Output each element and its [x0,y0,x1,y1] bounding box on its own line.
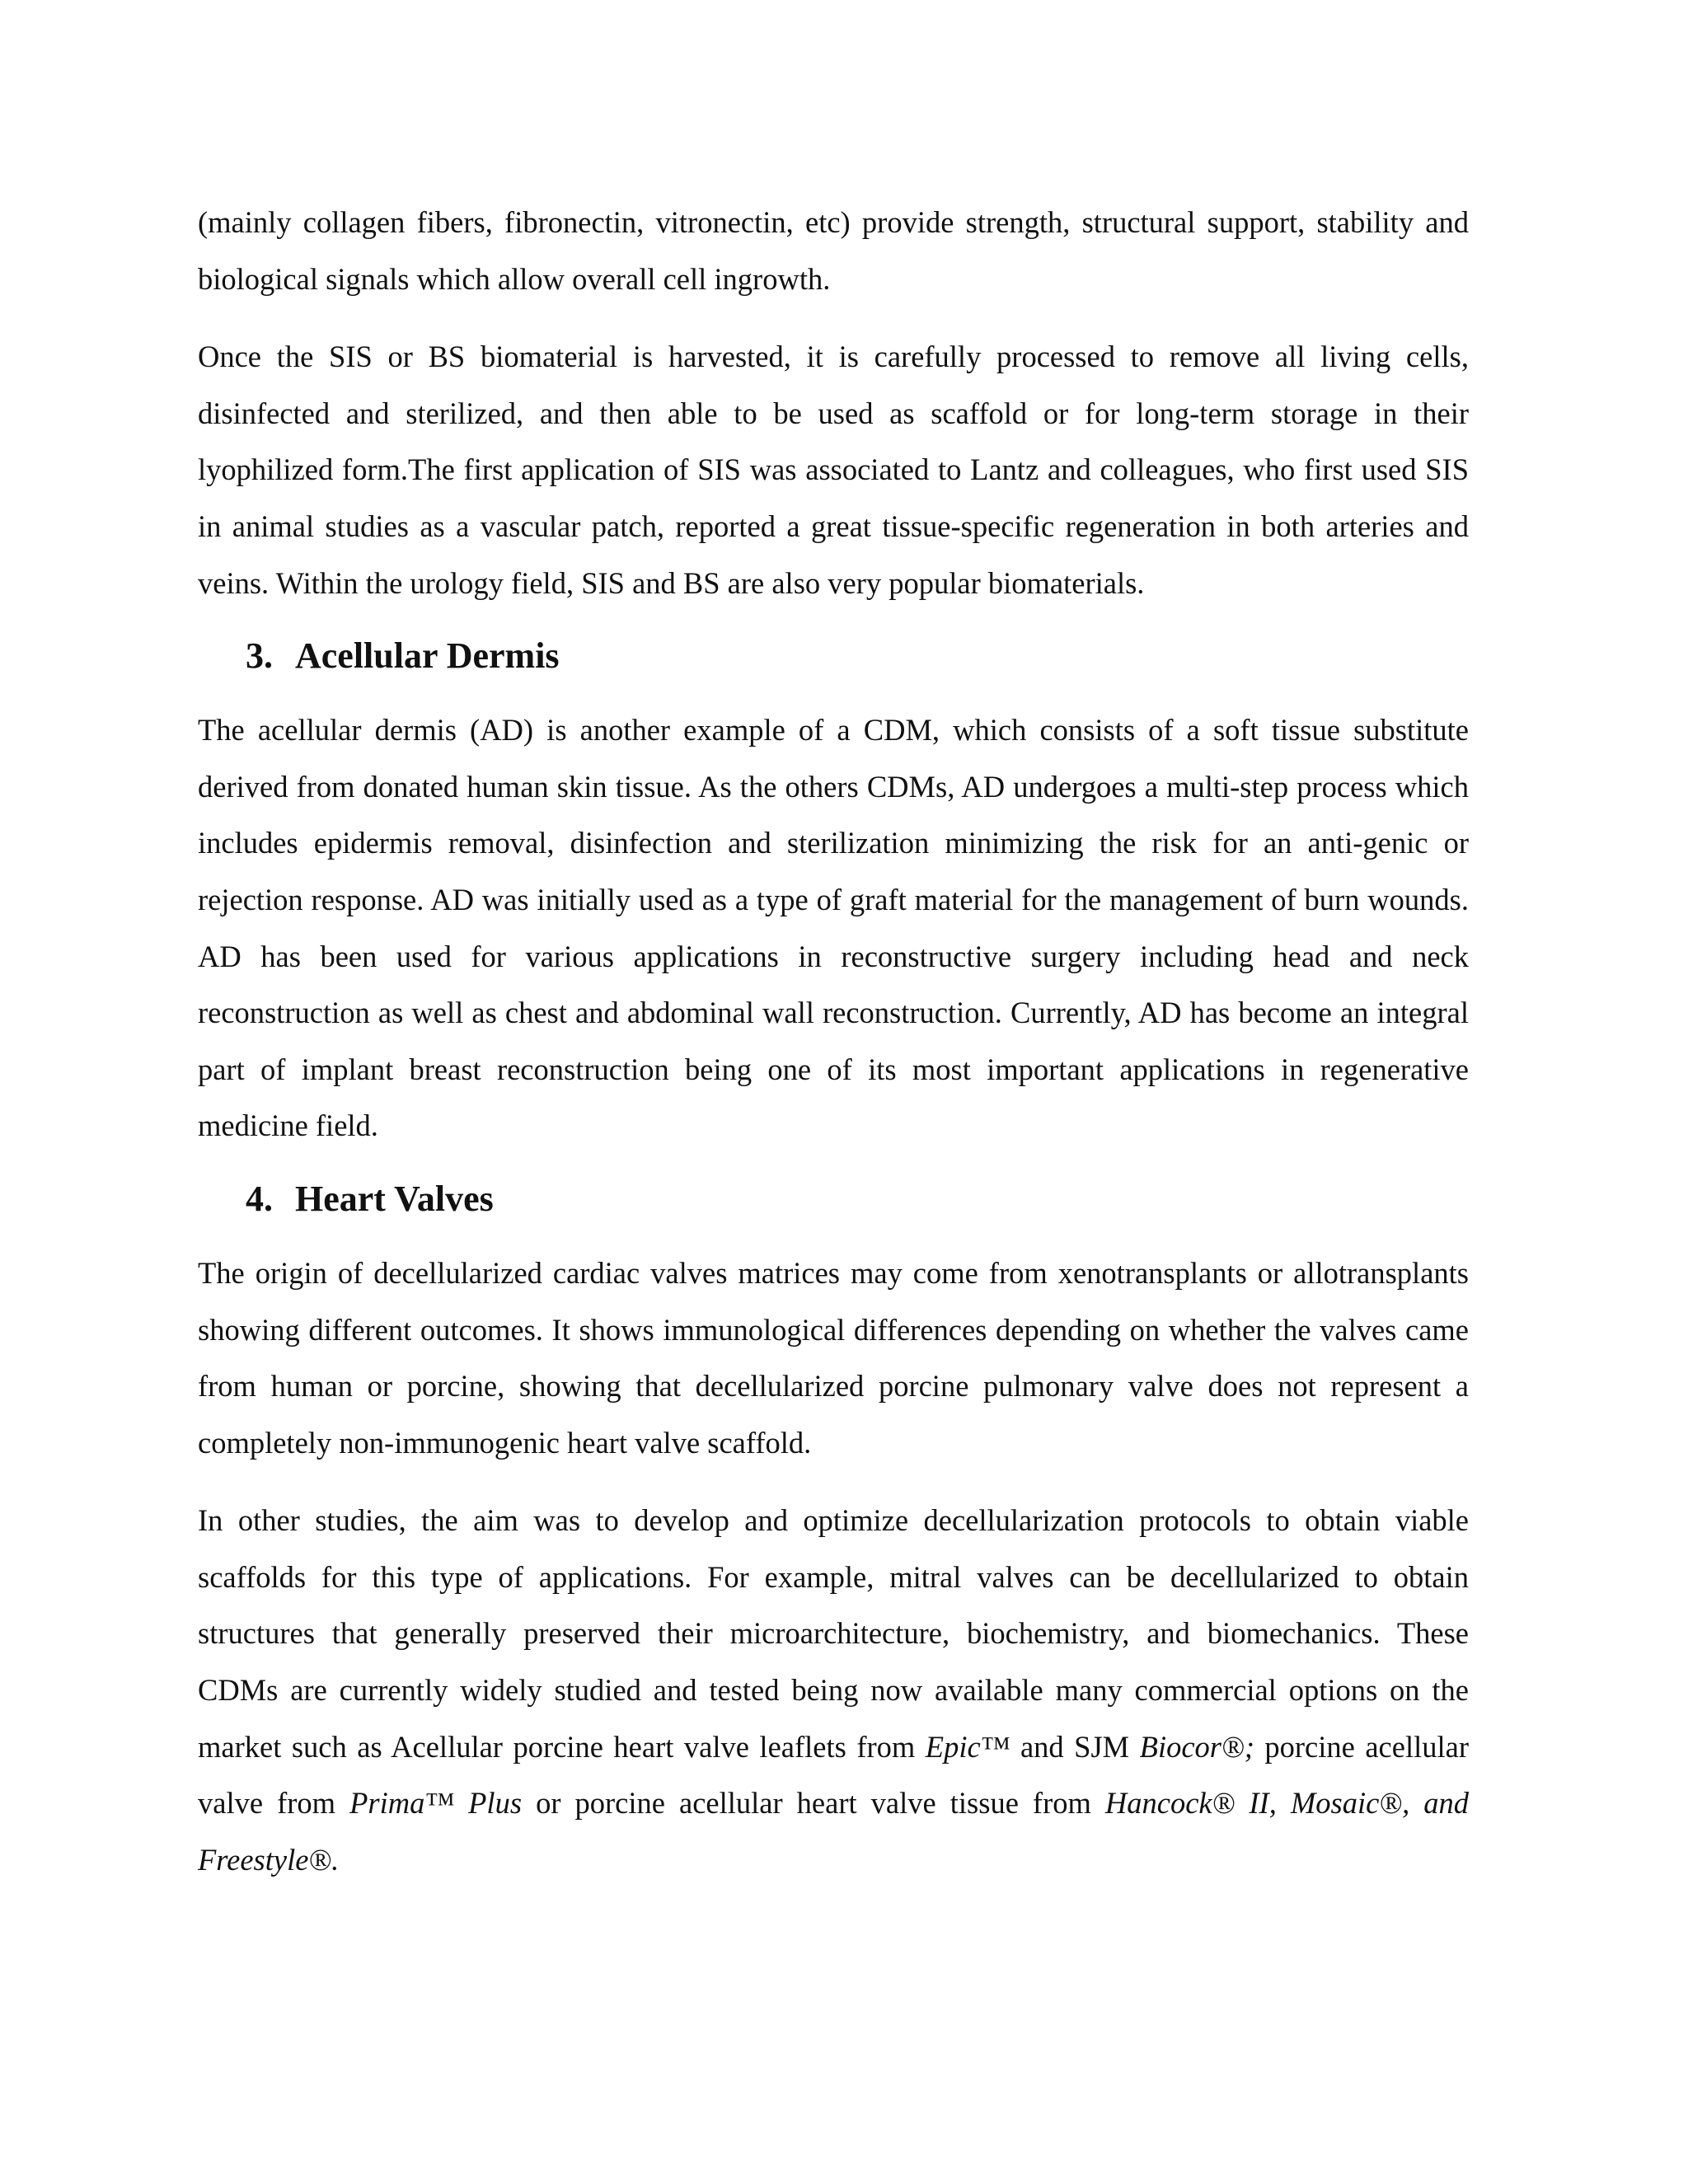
paragraph-text: In other studies, the aim was to develop and optimize decellularization protocols to obtain viable scaffolds for this type of applications. For example, mitral valves can be decellularized to obtain structures that generally preserved their microarchitecture, biochemistry, and biomechanics. These CDMs are currently widely studied and tested being now available many commercial options on the market such as Acellular porcine heart valve leaflets from [198,1503,1469,1764]
intro-paragraph-2: Once the SIS or BS biomaterial is harvested, it is carefully processed to remove all living cells, disinfected and sterilized, and then able to be used as scaffold or for long-term storage in their lyophilized form.The first application of SIS was associated to Lantz and colleagues, who first used SIS in animal studies as a vascular patch, reported a great tissue-specific regeneration in both arteries and veins. Within the urology field, SIS and BS are also very popular biomaterials. [198,340,1469,600]
section-heading-acellular-dermis [246,631,1469,681]
paragraph-text: or porcine acellular heart valve tissue from [522,1786,1105,1821]
paragraph-text: and SJM [1010,1729,1140,1764]
paragraph-text: porcine acellular valve from [198,1729,1469,1821]
page-content [198,194,1469,1888]
heart-valves-paragraph-2 [198,1493,1469,1888]
section-title: Heart Valves [295,1178,494,1219]
intro-paragraph-1: (mainly collagen fibers, fibronectin, vitronectin, etc) provide strength, structural support, stability and biological signals which allow overall cell ingrowth. [198,205,1469,296]
product-name-epic: Epic™ [925,1729,1010,1764]
heart-valves-paragraph-1: The origin of decellularized cardiac valves matrices may come from xenotransplants or allotransplants showing different outcomes. It shows immunological differences depending on whether the valves came from human or porcine, showing that decellularized porcine pulmonary valve does not represent a completely non-immunogenic heart valve scaffold. [198,1255,1469,1460]
section-number: 4. [246,1178,273,1219]
section-heading-heart-valves [246,1174,1469,1224]
product-name-biocor: Biocor®; [1139,1729,1254,1764]
section-number: 3. [246,635,273,677]
section-title: Acellular Dermis [295,635,560,677]
acellular-dermis-paragraph: The acellular dermis (AD) is another example of a CDM, which consists of a soft tissue substitute derived from donated human skin tissue. As the others CDMs, AD undergoes a multi-step process which includes epidermis removal, disinfection and sterilization minimizing the risk for an anti-genic or rejection response. AD was initially used as a type of graft material for the management of burn wounds. AD has been used for various applications in reconstructive surgery including head and neck reconstruction as well as chest and abdominal wall reconstruction. Currently, AD has become an integral part of implant breast reconstruction being one of its most important applications in regenerative medicine field. [198,713,1469,1143]
product-name-hancock: Hancock® II, Mosaic®, and Freestyle®. [198,1786,1469,1877]
product-name-prima: Prima™ Plus [349,1786,523,1821]
